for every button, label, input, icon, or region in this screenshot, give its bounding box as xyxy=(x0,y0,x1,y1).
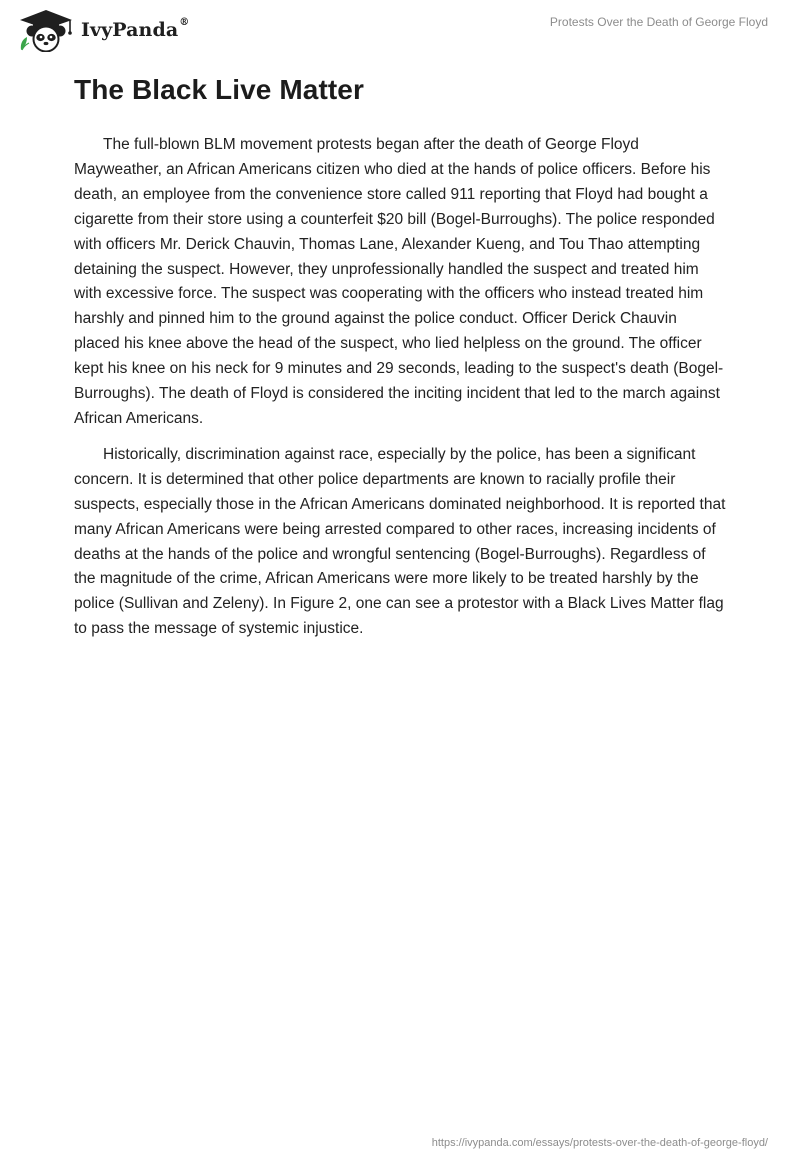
page-title: The Black Live Matter xyxy=(74,74,364,105)
paragraph: Historically, discrimination against race, especially by the police, has been a significant concern. It is determined that other police departments are known to racially profile their suspects, especially those in the African Americans dominated neighborhood. It is reported that many African Americans were being arrested compared to other races, increasing incidents of deaths at the hands of the police and wrongful sentencing (Bogel-Burroughs). Regardless of the magnitude of the crime, African Americans were more likely to be treated harshly by the police (Sullivan and Zeleny). In Figure 2, one can see a protestor with a Black Lives Matter flag to pass the message of systemic injustice. xyxy=(74,445,726,638)
source-url[interactable]: https://ivypanda.com/essays/protests-over-the-death-of-george-floyd/ xyxy=(431,1137,768,1149)
page-header xyxy=(0,0,800,60)
document-title: Protests Over the Death of George Floyd xyxy=(549,15,768,29)
paragraph: The full-blown BLM movement protests began after the death of George Floyd Mayweather, an African Americans citizen who died at the hands of police officers. Before his death, an employee from the convenience store called 911 reporting that Floyd had bought a cigarette from their store using a counterfeit $20 bill (Bogel-Burroughs). The police responded with officers Mr. Derick Chauvin, Thomas Lane, Alexander Kueng, and Tou Thao attempting detaining the suspect. However, they unprofessionally handled the suspect and treated him with excessive force. The suspect was cooperating with the officers who instead treated him harshly and pinned him to the ground against the police conduct. Officer Derick Chauvin placed his knee above the head of the suspect, who lied helpless on the ground. The officer kept his knee on his neck for 9 minutes and 29 seconds, leading to the suspect's death (Bogel-Burroughs). The death of Floyd is considered the inciting incident that led to the march against African Americans. xyxy=(74,136,724,427)
logo[interactable] xyxy=(14,8,189,52)
essay-body xyxy=(74,133,726,653)
brand-name: IvyPanda® xyxy=(81,17,190,41)
panda-graduate-icon xyxy=(14,8,78,52)
